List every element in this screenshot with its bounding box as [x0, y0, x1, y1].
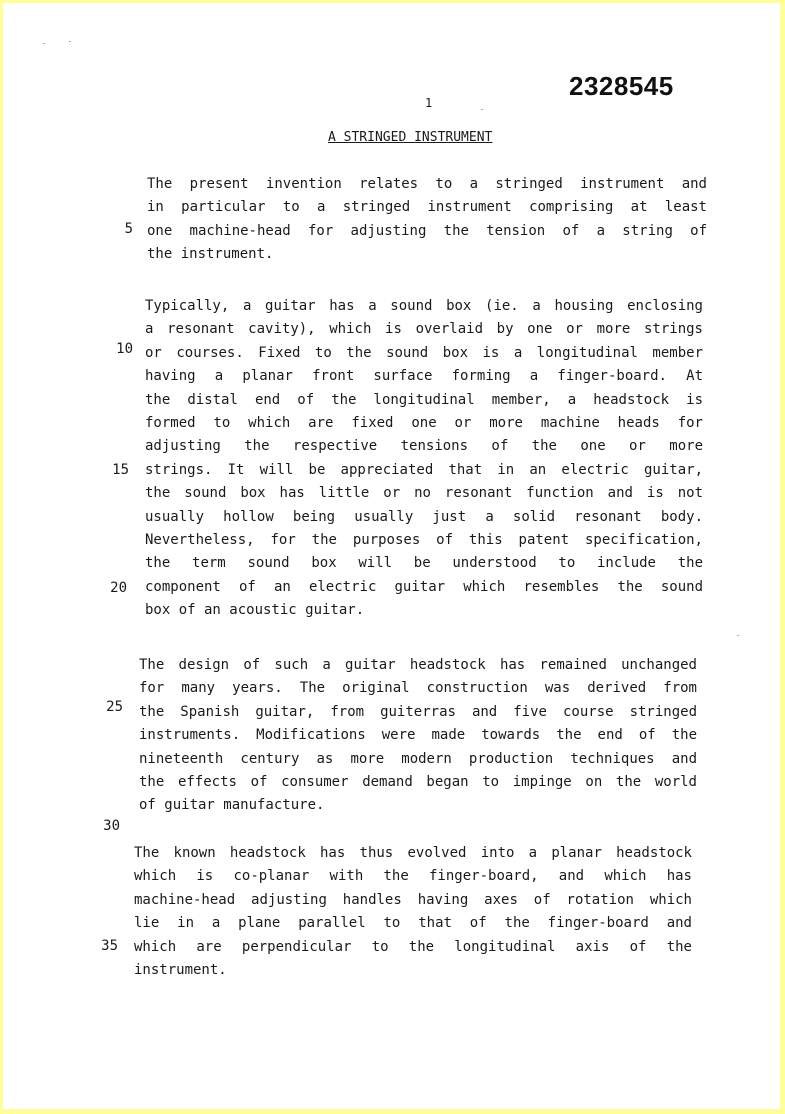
publication-number: 2328545	[569, 71, 674, 101]
page-number: 1	[425, 96, 433, 110]
text-line: the sound box has little or no resonant function and is not	[145, 485, 703, 502]
text-line: a resonant cavity), which is overlaid by one or more strings	[145, 321, 703, 338]
paragraph-4	[134, 842, 692, 982]
text-line: Nevertheless, for the purposes of this patent specification,	[145, 531, 703, 548]
text-line: the term sound box will be understood to include the	[145, 555, 703, 572]
text-line: box of an acoustic guitar.	[145, 602, 365, 619]
text-line: The known headstock has thus evolved into a planar headstock	[134, 845, 692, 861]
text-line: the instrument.	[147, 246, 274, 263]
text-line: instrument.	[134, 961, 227, 978]
text-line: in particular to a stringed instrument comprising at least	[147, 199, 707, 216]
text-line: which are perpendicular to the longitudinal axis of the	[134, 938, 692, 955]
line-number-25: 25	[106, 699, 123, 715]
text-line: The design of such a guitar headstock has remained unchanged	[139, 657, 697, 673]
text-line: lie in a plane parallel to that of the finger-board and	[134, 915, 692, 932]
text-line: the Spanish guitar, from guiterras and five course stringed	[139, 703, 697, 720]
line-number-10: 10	[116, 341, 133, 357]
line-number-30: 30	[103, 818, 120, 834]
line-number-35: 35	[101, 938, 118, 954]
text-line: formed to which are fixed one or more machine heads for	[145, 414, 703, 431]
paragraph-1	[147, 173, 707, 267]
text-line: The present invention relates to a stringed instrument and	[147, 176, 707, 192]
text-line: one machine-head for adjusting the tension of a string of	[147, 222, 707, 239]
text-line: of guitar manufacture.	[139, 797, 325, 814]
scan-speck	[737, 635, 739, 636]
text-line: the distal end of the longitudinal member, a headstock is	[145, 391, 703, 408]
scan-speck	[481, 109, 483, 110]
text-line: Typically, a guitar has a sound box (ie. a housing enclosing	[145, 298, 703, 314]
scan-speck	[69, 41, 71, 42]
text-line: the effects of consumer demand began to impinge on the world	[139, 773, 697, 790]
text-line: component of an electric guitar which resembles the sound	[145, 578, 703, 595]
text-line: which is co-planar with the finger-board, and which has	[134, 868, 692, 885]
line-number-5: 5	[124, 221, 133, 237]
text-line: machine-head adjusting handles having axes of rotation which	[134, 891, 692, 908]
line-number-15: 15	[112, 462, 129, 478]
document-title: A STRINGED INSTRUMENT	[328, 130, 493, 145]
paragraph-2	[145, 295, 703, 622]
text-line: instruments. Modifications were made towards the end of the	[139, 727, 697, 744]
text-line: strings. It will be appreciated that in an electric guitar,	[145, 461, 703, 478]
text-line: nineteenth century as more modern production techniques and	[139, 750, 697, 767]
scan-speck	[43, 43, 45, 44]
text-line: or courses. Fixed to the sound box is a longitudinal member	[145, 344, 703, 361]
text-line: usually hollow being usually just a solid resonant body.	[145, 508, 703, 525]
paragraph-3	[139, 654, 697, 818]
text-line: adjusting the respective tensions of the one or more	[145, 438, 703, 455]
patent-page	[3, 3, 780, 1109]
line-number-20: 20	[110, 580, 127, 596]
text-line: having a planar front surface forming a finger-board. At	[145, 368, 703, 385]
text-line: for many years. The original construction was derived from	[139, 680, 697, 697]
